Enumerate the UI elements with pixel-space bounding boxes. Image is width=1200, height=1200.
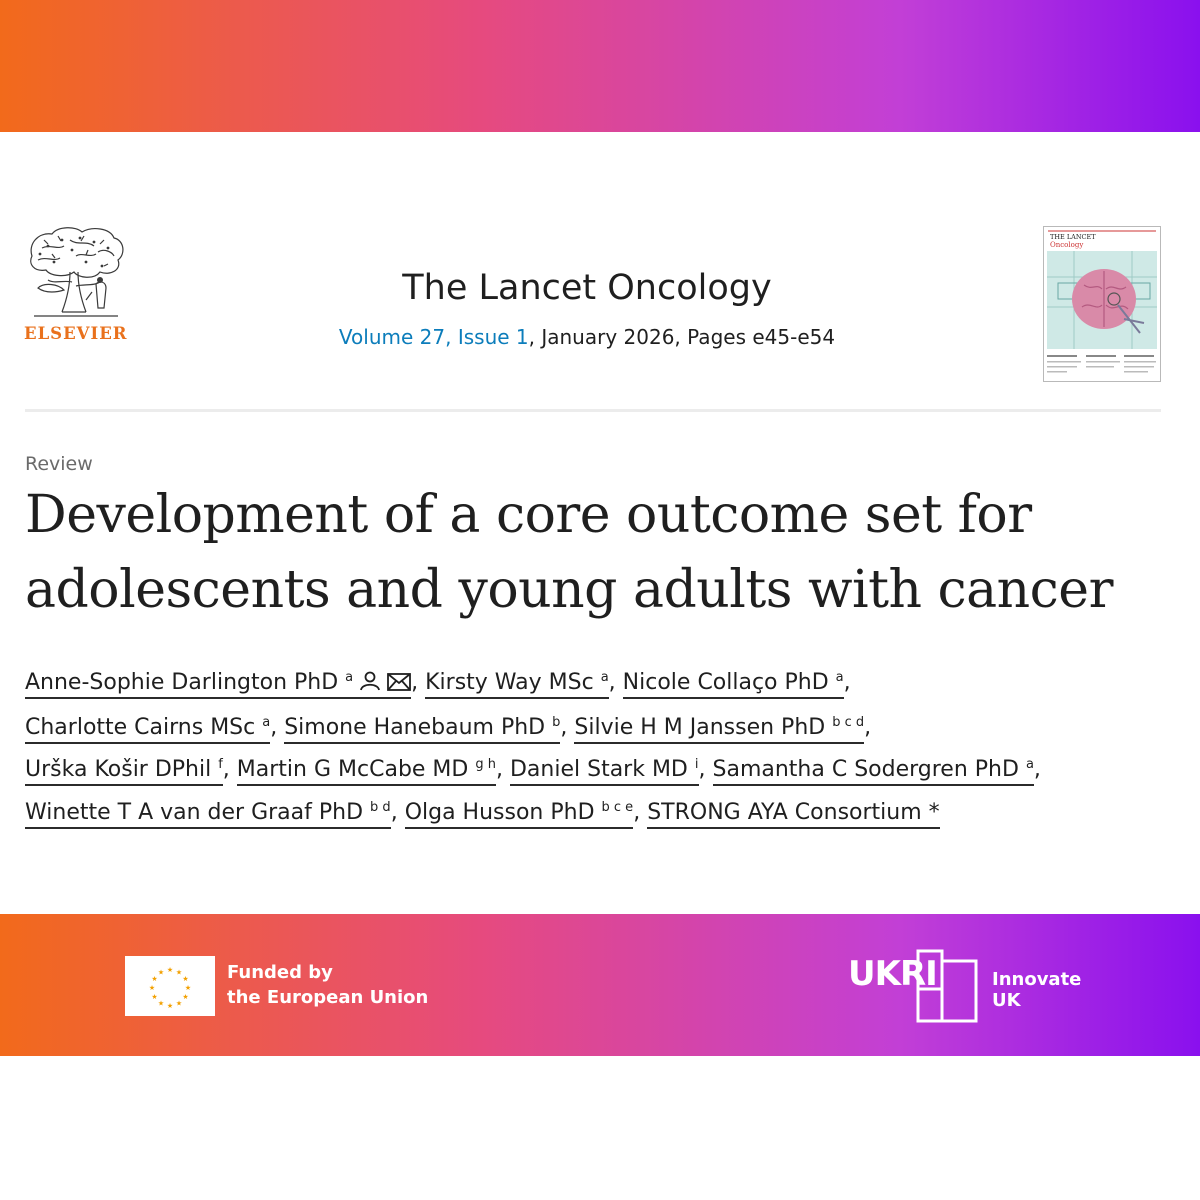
author-name: Daniel Stark MD xyxy=(509,757,688,782)
author-name: Anne-Sophie Darlington PhD xyxy=(25,670,339,695)
author-link[interactable] xyxy=(25,800,391,829)
innovate-line1: Innovate xyxy=(992,969,1082,990)
svg-text:★: ★ xyxy=(182,993,189,1001)
author-affiliation: i xyxy=(694,757,699,772)
svg-text:★: ★ xyxy=(151,993,158,1001)
svg-text:★: ★ xyxy=(184,984,192,992)
author-name: Silvie H M Janssen PhD xyxy=(574,714,826,740)
author-affiliation: b xyxy=(552,714,561,730)
svg-text:★: ★ xyxy=(166,966,174,974)
author-separator: , xyxy=(390,799,398,825)
eu-funding-line2: the European Union xyxy=(227,987,429,1008)
author-name: Kirsty Way MSc xyxy=(425,670,594,695)
eu-funding-text xyxy=(227,960,447,1010)
elsevier-logo[interactable] xyxy=(24,226,128,343)
article-title: Development of a core outcome set for adolescents and young adults with cancer xyxy=(25,485,1113,620)
author-link[interactable] xyxy=(237,757,496,786)
author-name: Winette T A van der Graaf PhD xyxy=(25,799,364,825)
issue-details: , January 2026, Pages e45-e54 xyxy=(528,325,836,349)
author-separator: , xyxy=(864,714,872,740)
volume-issue-link[interactable]: Volume 27, Issue 1 xyxy=(338,325,529,349)
cover-masthead-line2: Oncology xyxy=(1050,241,1084,249)
author-link[interactable] xyxy=(284,715,560,744)
author-link[interactable] xyxy=(405,800,634,829)
eu-flag xyxy=(125,956,215,1016)
journal-cover-thumbnail[interactable] xyxy=(1043,226,1161,382)
author-affiliation: b c d xyxy=(832,714,865,730)
author-link[interactable] xyxy=(25,757,223,786)
author-affiliation: a xyxy=(262,714,271,730)
innovate-line2: UK xyxy=(992,990,1021,1011)
envelope-icon xyxy=(387,664,411,707)
author-link[interactable] xyxy=(25,670,411,699)
author-separator: , xyxy=(633,799,641,825)
author-link[interactable] xyxy=(510,757,699,786)
author-separator: , xyxy=(411,670,419,695)
person-icon xyxy=(359,664,381,707)
header-divider xyxy=(25,409,1161,412)
eu-stars-icon xyxy=(125,956,215,1016)
author-link-consortium[interactable] xyxy=(647,800,939,829)
issue-line xyxy=(300,325,874,349)
author-affiliation: a xyxy=(345,670,354,685)
author-separator: , xyxy=(843,670,851,695)
article-type: Review xyxy=(25,453,93,475)
svg-text:★: ★ xyxy=(148,984,156,992)
author-name: Charlotte Cairns MSc xyxy=(25,714,256,740)
author-affiliation: a xyxy=(1025,757,1034,772)
author-affiliation: a xyxy=(835,670,844,685)
author-name: Samantha C Sodergren PhD xyxy=(712,757,1019,782)
author-name: Nicole Collaço PhD xyxy=(622,670,829,695)
author-separator: , xyxy=(222,757,230,782)
author-link[interactable] xyxy=(713,757,1034,786)
svg-text:★: ★ xyxy=(151,975,158,983)
author-name: Olga Husson PhD xyxy=(404,799,595,825)
author-link[interactable] xyxy=(25,715,270,744)
author-separator: , xyxy=(495,757,503,782)
ukri-logo xyxy=(848,949,980,1023)
svg-text:★: ★ xyxy=(157,999,165,1008)
author-affiliation: * xyxy=(928,799,940,825)
author-affiliation: f xyxy=(218,757,223,772)
author-separator: , xyxy=(698,757,706,782)
author-affiliation: b d xyxy=(370,799,391,815)
top-gradient-banner xyxy=(0,0,1200,132)
svg-text:★: ★ xyxy=(175,999,183,1008)
author-separator: , xyxy=(560,714,568,740)
author-link[interactable] xyxy=(623,670,844,699)
author-affiliation: a xyxy=(600,670,609,685)
cover-artwork xyxy=(1044,227,1160,381)
ukri-wordmark: UKRI xyxy=(848,954,937,994)
author-link[interactable] xyxy=(574,715,864,744)
journal-title[interactable]: The Lancet Oncology xyxy=(402,268,772,308)
cover-masthead-line1: THE LANCET xyxy=(1050,233,1096,241)
author-name: Urška Košir DPhil xyxy=(25,757,212,782)
author-separator: , xyxy=(608,670,616,695)
svg-text:★: ★ xyxy=(175,968,183,977)
author-name: Martin G McCabe MD xyxy=(236,757,469,782)
author-link[interactable] xyxy=(425,670,609,699)
innovate-uk-text xyxy=(992,969,1081,1011)
svg-text:★: ★ xyxy=(166,1002,174,1010)
elsevier-tree-logo xyxy=(24,226,128,320)
author-list xyxy=(25,662,1185,834)
author-separator: , xyxy=(1033,757,1041,782)
svg-text:★: ★ xyxy=(157,968,165,977)
author-affiliation: g h xyxy=(475,757,496,772)
author-name: Simone Hanebaum PhD xyxy=(284,714,546,740)
eu-funding-line1: Funded by xyxy=(227,962,333,983)
author-name: STRONG AYA Consortium xyxy=(647,799,922,825)
elsevier-wordmark: ELSEVIER xyxy=(24,324,128,343)
author-separator: , xyxy=(270,714,278,740)
svg-text:★: ★ xyxy=(182,975,189,983)
author-affiliation: b c e xyxy=(601,799,634,815)
